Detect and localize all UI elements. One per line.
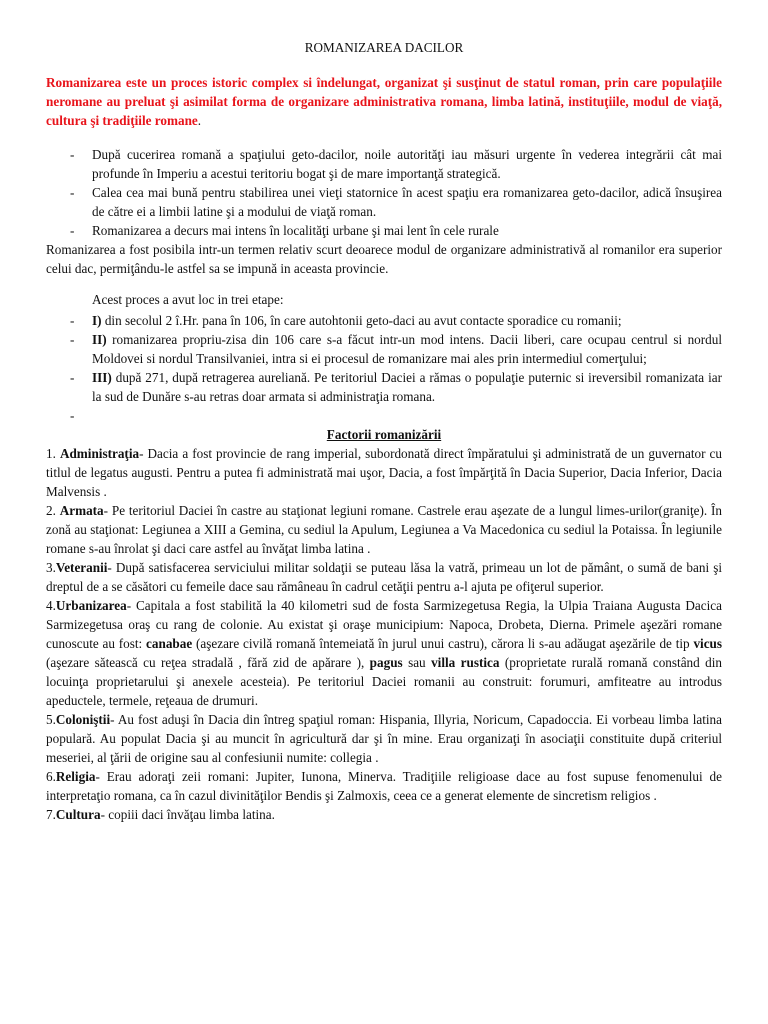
list-item <box>46 183 722 221</box>
list-item <box>46 145 722 183</box>
factor-text: - Au fost aduşi în Dacia din întreg spaţiul roman: Hispania, Illyria, Noricum, Capadoccia. Ei vorbeau limba latina populară. Au populat Dacia şi au muncit în agricultură dar şi în mine. Erau organizaţi în asociaţii constituite după criteriul meseriei, al ţării de origine sau al confesiunii numite: collegia . <box>46 712 722 765</box>
list-item-text: După cucerirea romană a spaţiului geto-dacilor, noile autorităţi iau măsuri urgente în vederea integrării cât mai profunde în Imperiu a acestui teritoriu bogat şi de mare importanţă strategică. <box>92 147 722 181</box>
factor-text: - Erau adoraţi zeii romani: Jupiter, Iunona, Minerva. Tradiţiile religioase dace au fost supuse fenomenului de interpretaţio romana, ca în cazul divinităţilor Bendis şi Zalmoxis, ceea ce a generat elemente de sincretism religios . <box>46 769 722 803</box>
factor-text: (proprietate rurală romană constând din locuinţa proprietarului şi anexele acesteia). Pe teritoriul Daciei romanii au construit: forumuri, amfiteatre au introdus apeductele, termele, reţeaua de drumuri. <box>46 655 722 708</box>
intro-definition <box>46 73 722 130</box>
intro-period: . <box>197 113 202 128</box>
term-canabae: canabae <box>146 636 193 651</box>
factor-number: 7. <box>46 807 56 822</box>
factor-number: 1. <box>46 446 60 461</box>
term-vicus: vicus <box>693 636 723 651</box>
factor-number: 4. <box>46 598 56 613</box>
factor-text: - Capitala a fost stabilită la 40 kilometri sud de fosta Sarmizegetusa Regia, la Ulpia Traiana Augusta Dacica Sarmizegetusa oraş cu rang de colonie. Au existat şi oraşe municipium: Napoca, Drobeta, Dierna. Primele aşezări romane cunoscute au fost: <box>46 598 722 651</box>
factor-label: Administraţia <box>59 446 140 461</box>
factor-text: - copiii daci învăţau limba latina. <box>100 807 275 822</box>
factor-armata <box>46 501 722 558</box>
factor-text: - Dacia a fost provincie de rang imperial, subordonată direct împăratului şi administrată de un guvernator cu titlul de legatus augusti. Pentru a putea fi administrată mai uşor, Dacia, a fost împărţită în Dacia Superior, Dacia Inferior, Dacia Malvensis . <box>46 446 723 499</box>
document-title: ROMANIZAREA DACILOR <box>304 40 464 55</box>
dash-marker: - <box>70 408 75 423</box>
stage-label: II) <box>92 332 107 347</box>
factor-label: Veteranii <box>55 560 108 575</box>
dash-marker: - <box>70 313 75 328</box>
list-item-text: Romanizarea a decurs mai intens în localităţi urbane şi mai lent în cele rurale <box>92 223 499 238</box>
stages-intro: Acest proces a avut loc in trei etape: <box>92 292 284 307</box>
dash-marker: - <box>70 332 75 347</box>
factor-religia <box>46 767 722 805</box>
factor-label: Armata <box>59 503 104 518</box>
stage-item <box>46 330 722 368</box>
stage-item <box>46 368 722 406</box>
stage-label: III) <box>92 370 112 385</box>
dash-marker: - <box>70 223 75 238</box>
factor-text: - După satisfacerea serviciului militar soldaţii se puteau lăsa la vatră, primeau un lot de pământ, o sumă de bani şi dreptul de a se căsători cu femeile dace sau rămâneau în cadrul cetăţii pentru a-l ajuta pe ofiţerul superior. <box>46 560 722 594</box>
factor-label: Urbanizarea <box>55 598 127 613</box>
factors-heading: Factorii romanizării <box>326 427 442 442</box>
body-paragraph: Romanizarea a fost posibila intr-un termen relativ scurt deoarece modul de organizare administrativă al romanilor era superior celui dac, permiţându-le astfel sa se impună in aceasta provincie. <box>46 242 722 276</box>
factor-label: Cultura <box>55 807 101 822</box>
term-villa-rustica: villa rustica <box>431 655 500 670</box>
stage-text: după 271, după retragerea aureliană. Pe teritoriul Daciei a rămas o populaţie puternic si ireversibil romanizata iar la sud de Dunăre s-au retras doar armata si administraţia romana. <box>92 370 722 404</box>
factor-cultura <box>46 805 722 824</box>
factor-text: sau <box>402 655 432 670</box>
context-list <box>46 145 722 240</box>
dash-marker: - <box>70 370 75 385</box>
empty-list-item <box>46 406 722 425</box>
factor-veteranii <box>46 558 722 596</box>
document-page <box>46 38 722 824</box>
factor-number: 6. <box>46 769 56 784</box>
factor-number: 2. <box>46 503 60 518</box>
dash-marker: - <box>70 185 75 200</box>
stage-item <box>46 311 722 330</box>
factor-label: Coloniştii <box>55 712 111 727</box>
factor-label: Religia <box>55 769 96 784</box>
dash-marker: - <box>70 147 75 162</box>
intro-text: Romanizarea este un proces istoric complex si îndelungat, organizat şi susţinut de statul roman, prin care populaţiile neromane au preluat şi asimilat forma de organizare administrativa romana, limba latină, instituţiile, modul de viaţă, cultura şi tradiţiile romane <box>46 75 722 128</box>
factor-administratia <box>46 444 722 501</box>
term-pagus: pagus <box>369 655 403 670</box>
factor-text: (aşezare sătească cu reţea stradală , fără zid de apărare ), <box>46 655 370 670</box>
stage-label: I) <box>92 313 102 328</box>
factor-number: 3. <box>46 560 56 575</box>
stage-text: romanizarea propriu-zisa din 106 care s-a făcut intr-un mod intens. Dacii liberi, care ocupau centrul si nordul Moldovei si nordul Transilvaniei, intra si ei procesul de romanizare mai ales prin intermediul comerţului; <box>92 332 722 366</box>
stage-text: din secolul 2 î.Hr. pana în 106, în care autohtonii geto-daci au avut contacte sporadice cu romanii; <box>101 313 622 328</box>
factor-urbanizarea <box>46 596 722 710</box>
list-item <box>46 221 722 240</box>
factor-colonistii <box>46 710 722 767</box>
factor-number: 5. <box>46 712 56 727</box>
factor-text: - Pe teritoriul Daciei în castre au staţionat legiuni romane. Castrele erau aşezate de a lungul limes-urilor(graniţe). În zonă au staţionat: Legiunea a XIII a Gemina, cu sediul la Apulum, Legiunea a Va Macedonica cu sediul la Potaissa. În legiunile romane s-au înrolat şi daci care astfel au învăţat limba latina . <box>46 503 723 556</box>
list-item-text: Calea cea mai bună pentru stabilirea unei vieţi statornice în acest spaţiu era romanizarea geto-dacilor, adică însuşirea de către ei a limbii latine şi a modului de viaţă roman. <box>92 185 722 219</box>
factor-text: (aşezare civilă romană întemeiată în jurul unui castru), cărora li s-au adăugat aşezările de tip <box>192 636 694 651</box>
stages-list <box>46 311 722 425</box>
